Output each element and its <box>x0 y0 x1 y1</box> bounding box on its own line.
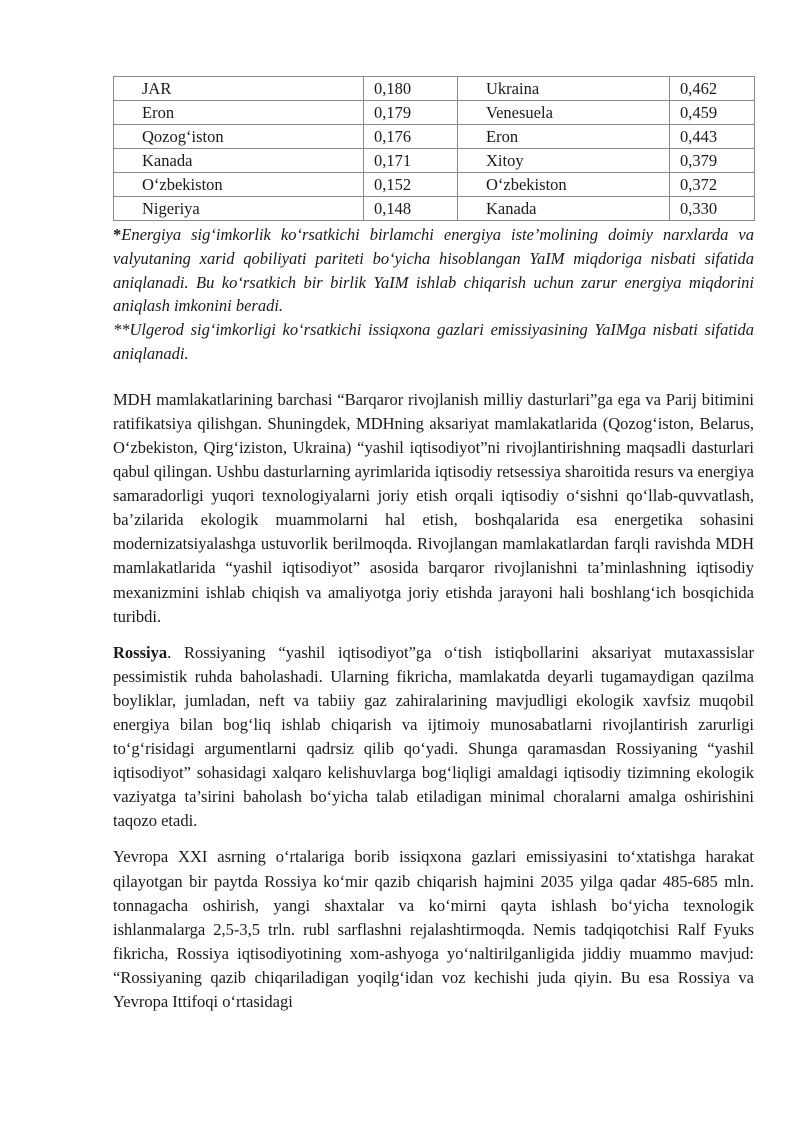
table-row <box>114 173 755 197</box>
body-text <box>113 388 754 1014</box>
paragraph-russia <box>113 641 754 834</box>
country-cell: Xitoy <box>458 149 670 173</box>
country-cell: Ukraina <box>458 77 670 101</box>
document-page <box>113 76 754 1014</box>
paragraph-cis: MDH mamlakatlarining barchasi “Barqaror rivojlanish milliy dasturlari”ga ega va Parij bitimini ratifikatsiya qilishgan. Shuningdek, MDHning aksariyat mamlakatlarida (Qozog‘iston, Belarus, O‘zbekiston, Qirg‘iziston, Ukraina) “yashil iqtisodiyot”ni rivojlantirishning maqsadli dasturlari qabul qilingan. Ushbu dasturlarning ayrimlarida iqtisodiy retsessiya sharoitida resurs va energiya samaradorligi yuqori texnologiyalarni joriy etish orqali iqtisodiy o‘sishni qo‘llab-quvvatlash, ba’zilarida ekologik muammolarni hal etish, boshqalarida esa energetika sohasini modernizatsiyalashga ustuvorlik berilmoqda. Rivojlangan mamlakatlardan farqli ravishda MDH mamlakatlarida “yashil iqtisodiyot” asosida barqaror rivojlanishni ta’minlashning iqtisodiy mexanizmini ishlab chiqish va amaliyotga joriy etishda jarayoni hali boshlang‘ich bosqichida turibdi. <box>113 389 754 626</box>
table-row <box>114 125 755 149</box>
value-cell: 0,379 <box>670 149 755 173</box>
footnote-marker: * <box>113 225 122 244</box>
country-cell: Kanada <box>114 149 364 173</box>
country-cell: Nigeriya <box>114 197 364 221</box>
ranking-table <box>113 76 755 221</box>
paragraph-europe: Yevropa XXI asrning o‘rtalariga borib issiqxona gazlari emissiyasini to‘xtatishga harakat qilayotgan bir paytda Rossiya ko‘mir qazib chiqarish hajmini 2035 yilga qadar 485-685 mln. tonnagacha oshirish, yangi shaxtalar va ko‘mirni qayta ishlash bo‘yicha texnologik ishlanmalarga 2,5-3,5 trln. rubl sarflashni rejalashtirmoqda. Nemis tadqiqotchisi Ralf Fyuks fikricha, Rossiya iqtisodiyotining xom-ashyoga yo‘naltirilganligida jiddiy muammo mavjud: “Rossiyaning qazib chiqariladigan yoqilg‘idan voz kechishi juda qiyin. Bu esa Rossiya va Yevropa Ittifoqi o‘rtasidagi <box>113 847 754 1012</box>
value-cell: 0,180 <box>364 77 458 101</box>
table-row <box>114 149 755 173</box>
value-cell: 0,443 <box>670 125 755 149</box>
table-row <box>114 197 755 221</box>
paragraph-russia-text: . Rossiyaning “yashil iqtisodiyot”ga o‘tish istiqbollarini aksariyat mutaxassislar pessimistik ruhda baholashadi. Ularning fikricha, mamlakatda deyarli tugamaydigan qazilma boyliklar, jumladan, neft va tabiiy gaz zahiralarining mavjudligi ekologik xavfsiz muqobil energiya bilan bog‘liq ishlab chiqarish va ijtimoiy munosabatlarni rivojlantirish zarurligi to‘g‘risidagi argumentlarni qadrsiz qilib qo‘yadi. Shunga qaramasdan Rossiyaning “yashil iqtisodiyot” sohasidagi xalqaro kelishuvlarga bog‘liqligi amaldagi iqtisodiy tizimning ekologik vaziyatga ta’sirini baholash bo‘yicha talab etiladigan minimal choralarni amalga oshirishini taqozo etadi. <box>113 642 754 831</box>
country-cell: O‘zbekiston <box>458 173 670 197</box>
value-cell: 0,152 <box>364 173 458 197</box>
value-cell: 0,176 <box>364 125 458 149</box>
footnote-energy-intensity <box>113 223 754 318</box>
country-cell: Venesuela <box>458 101 670 125</box>
value-cell: 0,330 <box>670 197 755 221</box>
value-cell: 0,462 <box>670 77 755 101</box>
table-footnotes <box>113 223 754 366</box>
ranking-table-body <box>114 77 755 221</box>
country-cell: Eron <box>458 125 670 149</box>
value-cell: 0,372 <box>670 173 755 197</box>
country-cell: Eron <box>114 101 364 125</box>
country-cell: Kanada <box>458 197 670 221</box>
table-row <box>114 101 755 125</box>
paragraph-russia-lead: Rossiya <box>113 642 168 662</box>
country-cell: O‘zbekiston <box>114 173 364 197</box>
table-row <box>114 77 755 101</box>
value-cell: 0,171 <box>364 149 458 173</box>
country-cell: Qozog‘iston <box>114 125 364 149</box>
country-cell: JAR <box>114 77 364 101</box>
footnote-energy-intensity-text: Energiya sig‘imkorlik ko‘rsatkichi birlamchi energiya iste’molining doimiy narxlarda va valyutaning xarid qobiliyati pariteti bo‘yicha hisoblangan YaIM miqdoriga nisbati sifatida aniqlanadi. Bu ko‘rsatkich bir birlik YaIM ishlab chiqarish uchun zarur energiya miqdorini aniqlash imkonini beradi. <box>113 225 754 316</box>
value-cell: 0,179 <box>364 101 458 125</box>
value-cell: 0,459 <box>670 101 755 125</box>
value-cell: 0,148 <box>364 197 458 221</box>
footnote-carbon-intensity: **Ulgerod sig‘imkorligi ko‘rsatkichi issiqxona gazlari emissiyasining YaIMga nisbati sifatida aniqlanadi. <box>113 320 754 363</box>
